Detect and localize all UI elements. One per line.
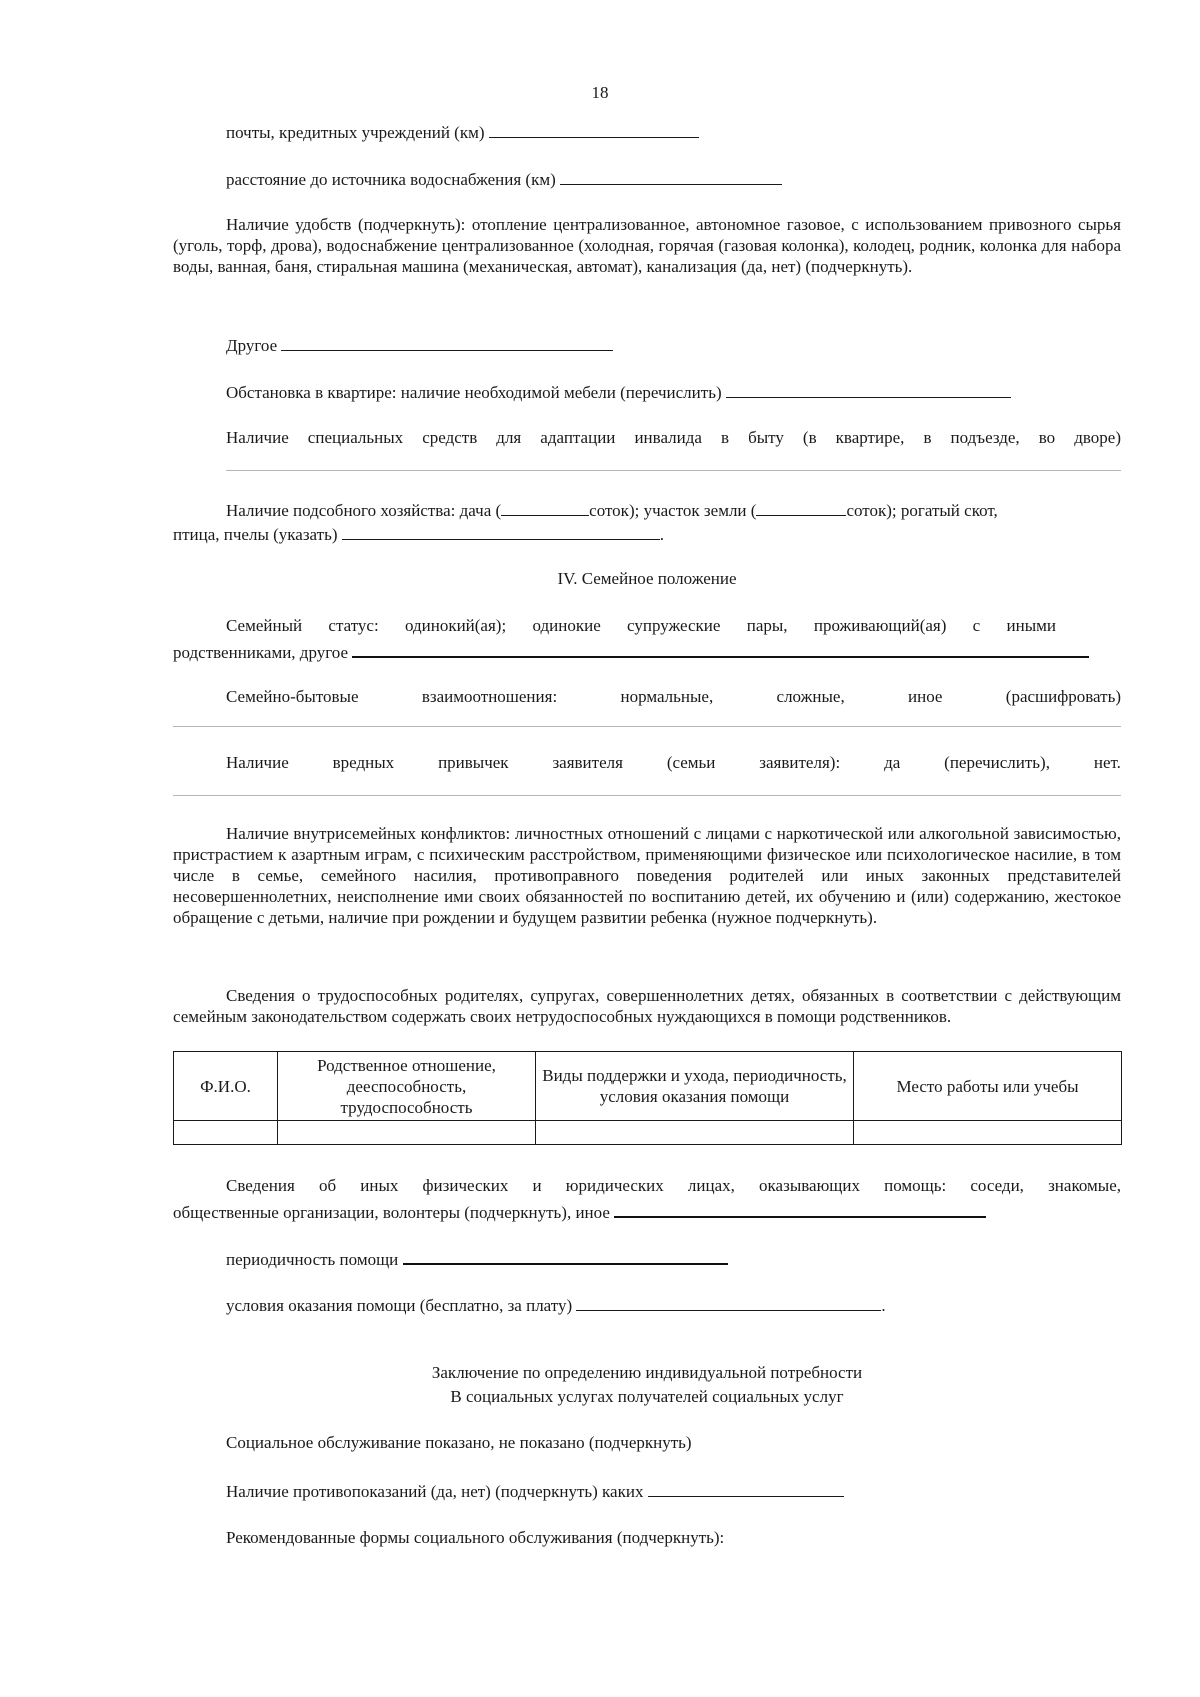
family-status-line-1: Семейный статус: одинокий(ая); одинокие супружеские пары, проживающий(ая) с иными <box>226 616 1056 635</box>
relatives-intro: Сведения о трудоспособных родителях, супругах, совершеннолетних детях, обязанных в соответствии с действующим семейным законодательством содержать своих нетрудоспособных нуждающихся в помощи родственников. <box>173 986 1121 1026</box>
table-cell[interactable] <box>536 1121 854 1145</box>
help-conditions-field[interactable] <box>576 1293 881 1311</box>
livestock-field[interactable] <box>342 522 660 540</box>
household-period: . <box>659 525 664 544</box>
household-label-3: соток); рогатый скот, <box>846 501 998 520</box>
family-relations-line <box>226 686 1121 707</box>
relations-word: Семейно-бытовые <box>226 687 359 706</box>
habits-word: привычек <box>438 753 509 772</box>
post-credit-line <box>226 120 699 143</box>
help-conditions-line <box>226 1293 886 1316</box>
recommended-forms-line: Рекомендованные формы социального обслуживания (подчеркнуть): <box>226 1528 725 1547</box>
dacha-field[interactable] <box>501 498 589 516</box>
helpers-line-2 <box>173 1199 986 1223</box>
help-frequency-line <box>226 1246 728 1270</box>
family-status-line-2 <box>173 639 1089 663</box>
post-credit-label: почты, кредитных учреждений (км) <box>226 123 485 142</box>
contraindications-line <box>226 1479 844 1502</box>
habits-word: нет. <box>1093 753 1121 772</box>
furniture-line <box>226 380 1011 403</box>
column-header-relation: Родственное отношение, дееспособность, трудоспособность <box>278 1052 536 1121</box>
table-cell[interactable] <box>278 1121 536 1145</box>
helpers-other-field[interactable] <box>614 1199 986 1218</box>
post-credit-field[interactable] <box>489 120 699 138</box>
habits-word: заявителя): <box>759 753 841 772</box>
section-iv-title: IV. Семейное положение <box>557 569 737 588</box>
habits-word: Наличие <box>226 753 289 772</box>
column-header-workplace: Место работы или учебы <box>854 1052 1122 1121</box>
water-distance-label: расстояние до источника водоснабжения (км) <box>226 170 556 189</box>
relations-word: взаимоотношения: <box>421 687 558 706</box>
habits-word: (семьи <box>666 753 716 772</box>
table-header-row <box>174 1052 1122 1121</box>
water-distance-line <box>226 167 782 190</box>
habits-word: заявителя <box>552 753 623 772</box>
household-label-2: соток); участок земли ( <box>589 501 757 520</box>
table-cell[interactable] <box>174 1121 278 1145</box>
helpers-label: общественные организации, волонтеры (подчеркнуть), иное <box>173 1203 610 1222</box>
household-line-2 <box>173 522 664 545</box>
relatives-table <box>173 1051 1122 1145</box>
furniture-field[interactable] <box>726 380 1011 398</box>
other-label: Другое <box>226 336 278 355</box>
help-frequency-field[interactable] <box>403 1246 728 1265</box>
amenities-paragraph: Наличие удобств (подчеркнуть): отопление централизованное, автономное газовое, с использованием привозного сырья (уголь, торф, дрова), водоснабжение централизованное (холодная, горячая (газовая колонка), колодец, родник, колонка для набора воды, ванная, баня, стиральная машина (механическая, автомат), канализация (да, нет) (подчеркнуть). <box>173 215 1121 276</box>
help-conditions-period: . <box>881 1296 886 1315</box>
table-cell[interactable] <box>854 1121 1122 1145</box>
table-row <box>174 1121 1122 1145</box>
family-status-field[interactable] <box>352 639 1089 658</box>
relations-word: (расшифровать) <box>1005 687 1121 706</box>
water-distance-field[interactable] <box>560 167 782 185</box>
land-plot-field[interactable] <box>756 498 846 516</box>
help-frequency-label: периодичность помощи <box>226 1250 399 1269</box>
column-header-support: Виды поддержки и ухода, периодичность, условия оказания помощи <box>536 1052 854 1121</box>
relations-word: нормальные, <box>620 687 714 706</box>
family-relations-field[interactable] <box>173 726 1121 727</box>
relations-word: иное <box>908 687 943 706</box>
household-line <box>226 498 998 521</box>
other-line <box>226 333 613 356</box>
other-field[interactable] <box>281 333 613 351</box>
special-means-text: Наличие специальных средств для адаптации инвалида в быту (в квартире, в подъезде, во дворе) <box>226 428 1121 447</box>
service-shown-line: Социальное обслуживание показано, не показано (подчеркнуть) <box>226 1433 692 1452</box>
contraindications-label: Наличие противопоказаний (да, нет) (подчеркнуть) каких <box>226 1482 644 1501</box>
habits-word: (перечислить), <box>944 753 1050 772</box>
conclusion-title-line-1: Заключение по определению индивидуальной потребности <box>431 1363 863 1382</box>
household-label-1: Наличие подсобного хозяйства: дача ( <box>226 501 502 520</box>
conflicts-paragraph: Наличие внутрисемейных конфликтов: личностных отношений с лицами с наркотической или алкогольной зависимостью, пристрастием к азартным играм, с психическим расстройством, применяющими физическое или психологическое насилие, в том числе в семье, семейного насилия, противоправного поведения родителей или иных законных представителей несовершеннолетних, неисполнение ими своих обязанностей по воспитанию детей, их обучению и (или) содержанию, жестокое обращение с детьми, наличие при рождении и будущем развитии ребенка (нужное подчеркнуть). <box>173 824 1121 927</box>
bad-habits-line <box>226 752 1121 773</box>
habits-word: да <box>884 753 901 772</box>
helpers-line-1: Сведения об иных физических и юридических лицах, оказывающих помощь: соседи, знакомые, <box>226 1176 1121 1195</box>
furniture-label: Обстановка в квартире: наличие необходимой мебели (перечислить) <box>226 383 722 402</box>
bad-habits-field[interactable] <box>173 795 1121 796</box>
help-conditions-label: условия оказания помощи (бесплатно, за плату) <box>226 1296 573 1315</box>
conclusion-title-line-2: В социальных услугах получателей социальных услуг <box>450 1387 844 1406</box>
page-number: 18 <box>591 83 609 102</box>
habits-word: вредных <box>332 753 395 772</box>
column-header-fio: Ф.И.О. <box>174 1052 278 1121</box>
contraindications-field[interactable] <box>648 1479 844 1497</box>
family-status-label: родственниками, другое <box>173 643 349 662</box>
special-means-field[interactable] <box>226 470 1121 471</box>
relations-word: сложные, <box>776 687 845 706</box>
household-label-4: птица, пчелы (указать) <box>173 525 338 544</box>
